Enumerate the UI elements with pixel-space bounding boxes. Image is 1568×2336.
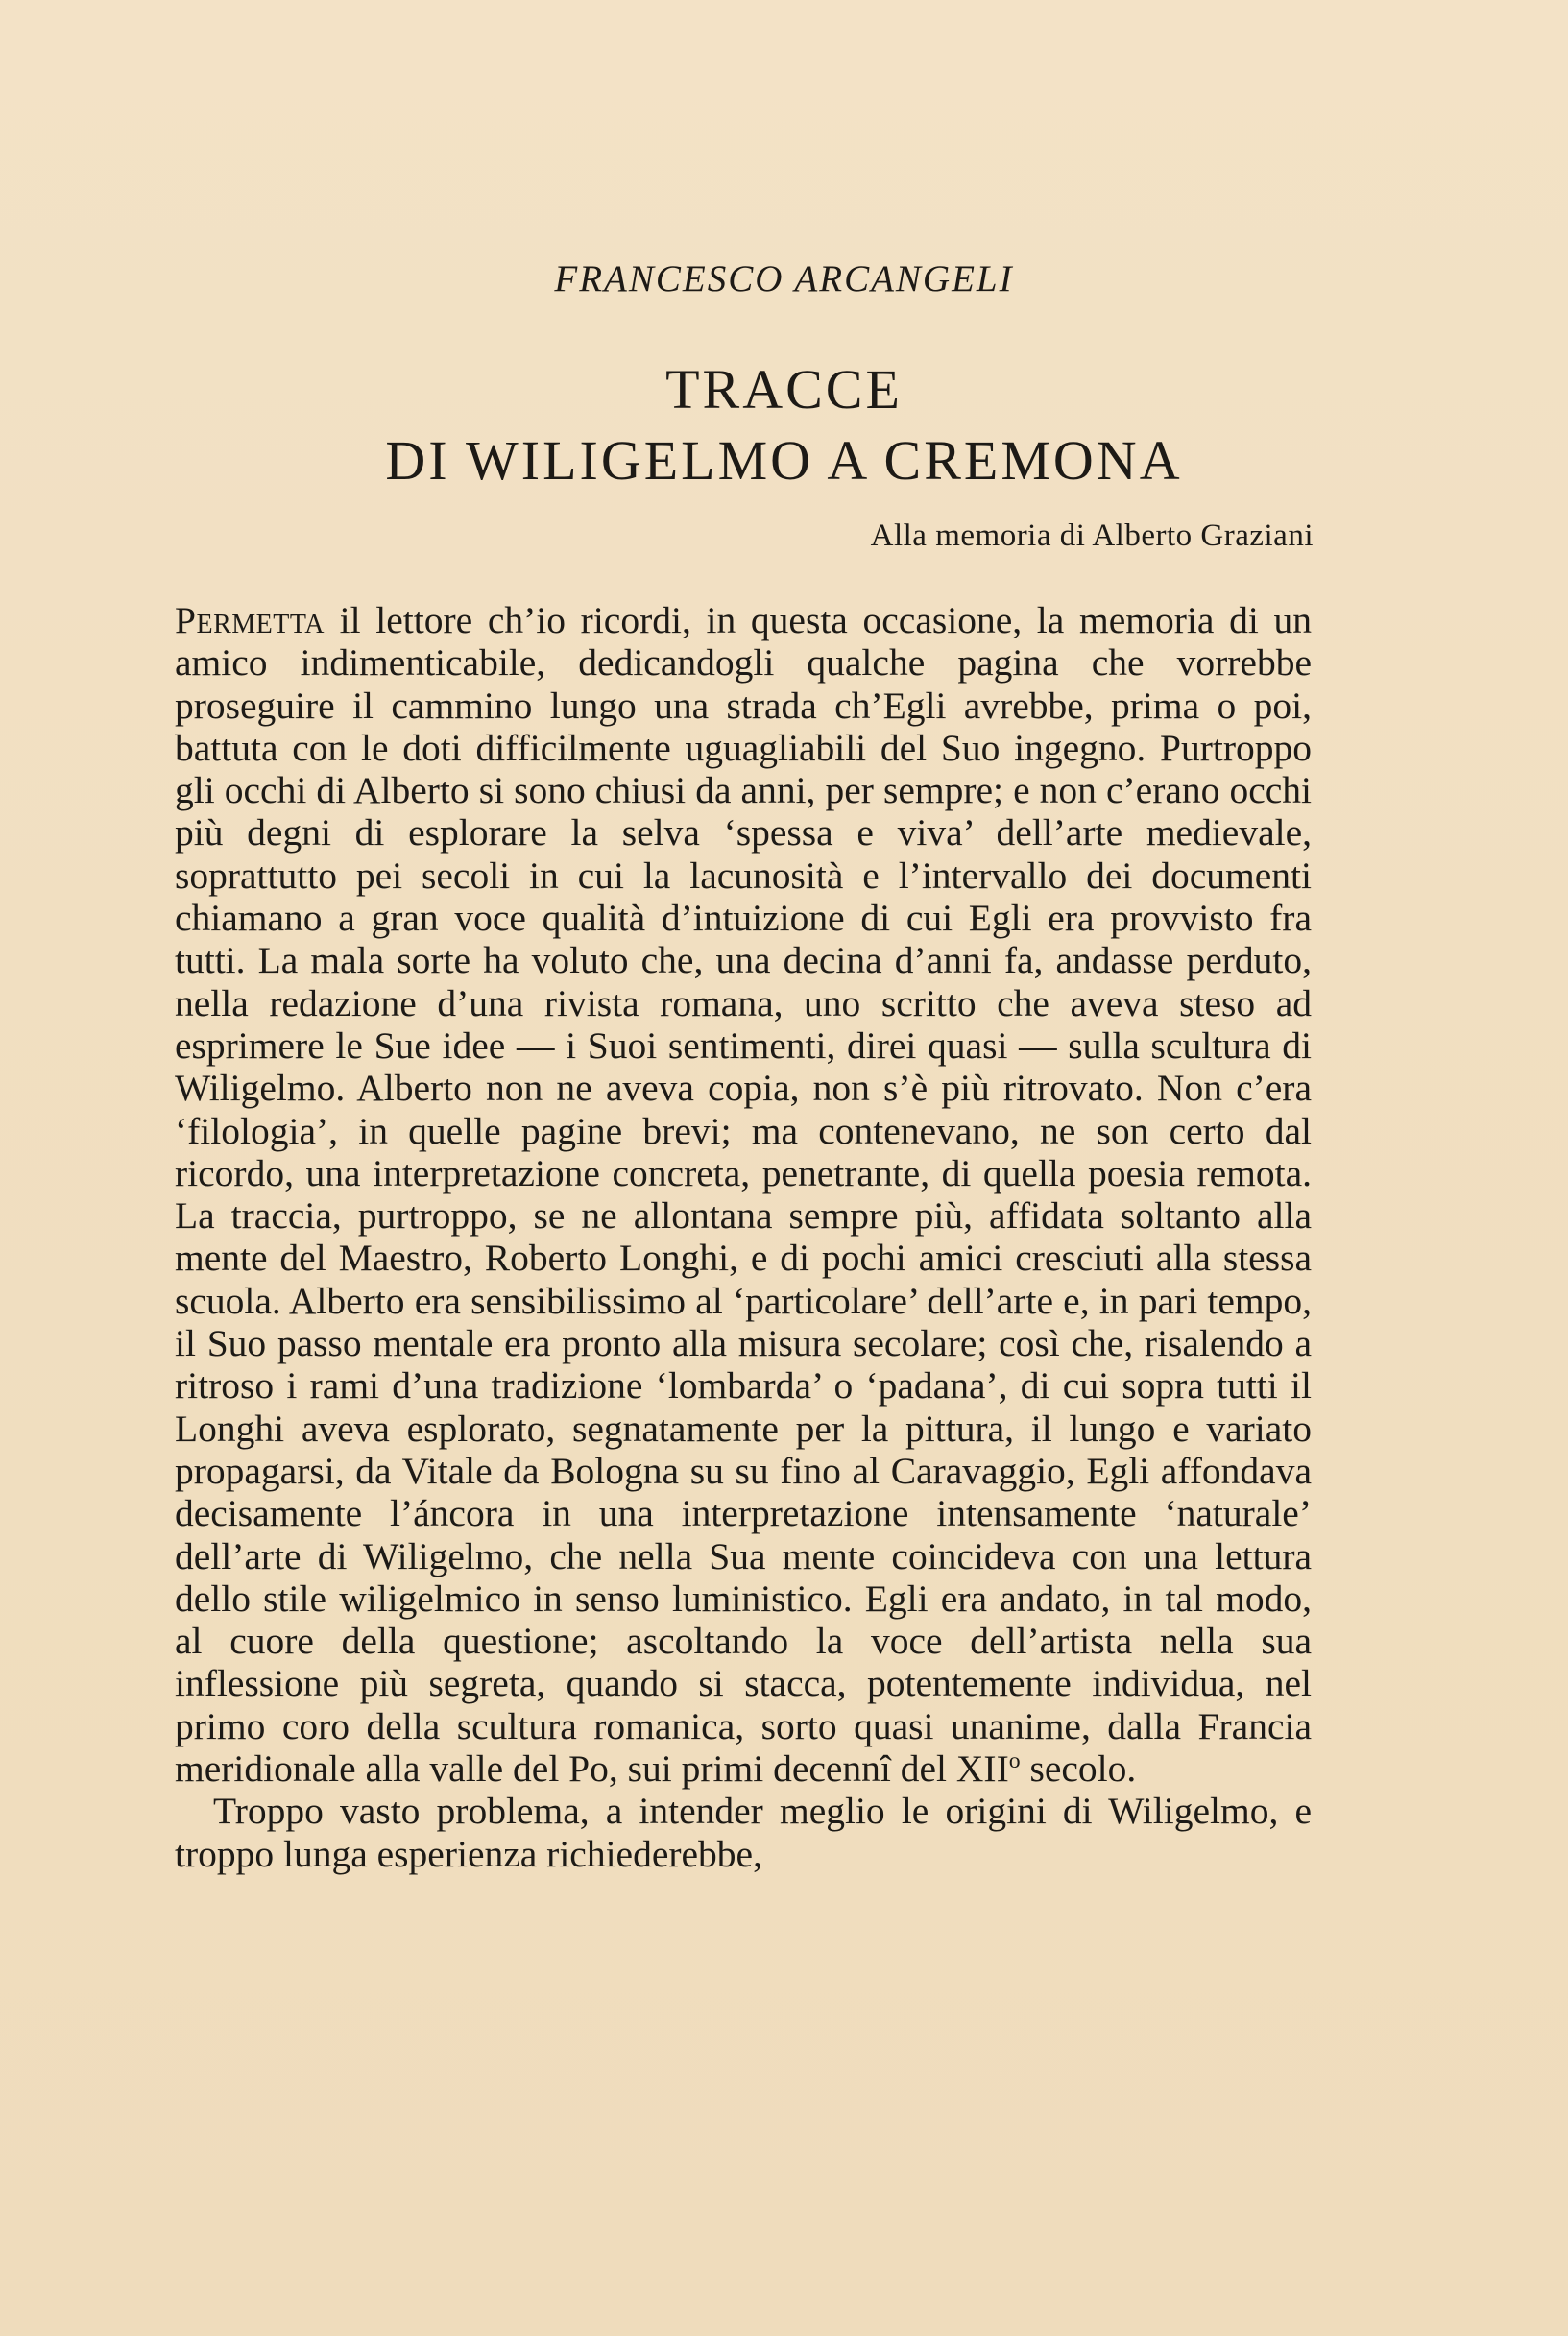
paragraph-2 [175,1790,1312,1875]
paragraph-1-lead-word: Permetta [175,599,325,641]
paragraph-1 [175,599,1312,1790]
paragraph-1-end: secolo. [1020,1747,1137,1791]
dedication: Alla memoria di Alberto Graziani [870,518,1314,553]
ordinal-superscript: o [1008,1747,1021,1773]
paragraph-1-text: il lettore ch’io ricordi, in questa occasione, la memoria di un amico indimenticabile, dedicandogli qualche pagina che vorrebbe proseguire il cammino lungo una strada ch’Egli avrebbe, prima o poi, battuta con le doti difficilmente uguagliabili del Suo ingegno. Purtroppo gli occhi di Alberto si sono chiusi da anni, per sempre; e non c’erano occhi più degni di esplorare la selva ‘spessa e viva’ dell’arte medievale, soprattutto pei secoli in cui la lacunosità e l’intervallo dei documenti chiamano a gran voce qualità d’intuizione di cui Egli era provvisto fra tutti. La mala sorte ha voluto che, una decina d’anni fa, andasse perduto, nella redazione d’una rivista romana, uno scritto che aveva steso ad esprimere le Sue idee — i Suoi sentimenti, direi quasi — sulla scultura di Wiligelmo. Alberto non ne aveva copia, non s’è più ritrovato. Non c’era ‘filologia’, in quelle pagine brevi; ma contenevano, ne son certo dal ricordo, una interpretazione concreta, penetrante, di quella poesia remota. La traccia, purtroppo, se ne allontana sempre più, affidata soltanto alla mente del Maestro, Roberto Longhi, e di pochi amici cresciuti alla stessa scuola. Alberto era sensibilissimo al ‘particolare’ dell’arte e, in pari tempo, il Suo passo mentale era pronto alla misura secolare; così che, risalendo a ritroso i rami d’una tradizione ‘lombarda’ o ‘padana’, di cui sopra tutti il Longhi aveva esplorato, segnatamente per la pittura, il lungo e variato propagarsi, da Vitale da Bologna su su fino al Caravaggio, Egli affondava decisamente l’áncora in una interpretazione intensamente ‘naturale’ dell’arte di Wiligelmo, che nella Sua mente coincideva con una lettura dello stile wiligelmico in senso luministico. Egli era andato, in tal modo, al cuore della questione; ascoltando la voce dell’artista nella sua inflessione più segreta, quando si stacca, potentemente individua, nel primo coro della scultura romanica, sorto quasi unanime, dalla Francia meridionale alla valle del Po, sui primi decennî del XII [175,599,1312,1791]
author-name: FRANCESCO ARCANGELI [554,258,1014,300]
body-text [175,599,1312,1875]
paragraph-2-text: Troppo vasto problema, a intender meglio le origini di Wiligelmo, e troppo lunga esperienza richiederebbe, [175,1790,1312,1875]
article-title-line-2: DI WILIGELMO A CREMONA [385,429,1183,492]
article-title-line-1: TRACCE [665,358,903,421]
